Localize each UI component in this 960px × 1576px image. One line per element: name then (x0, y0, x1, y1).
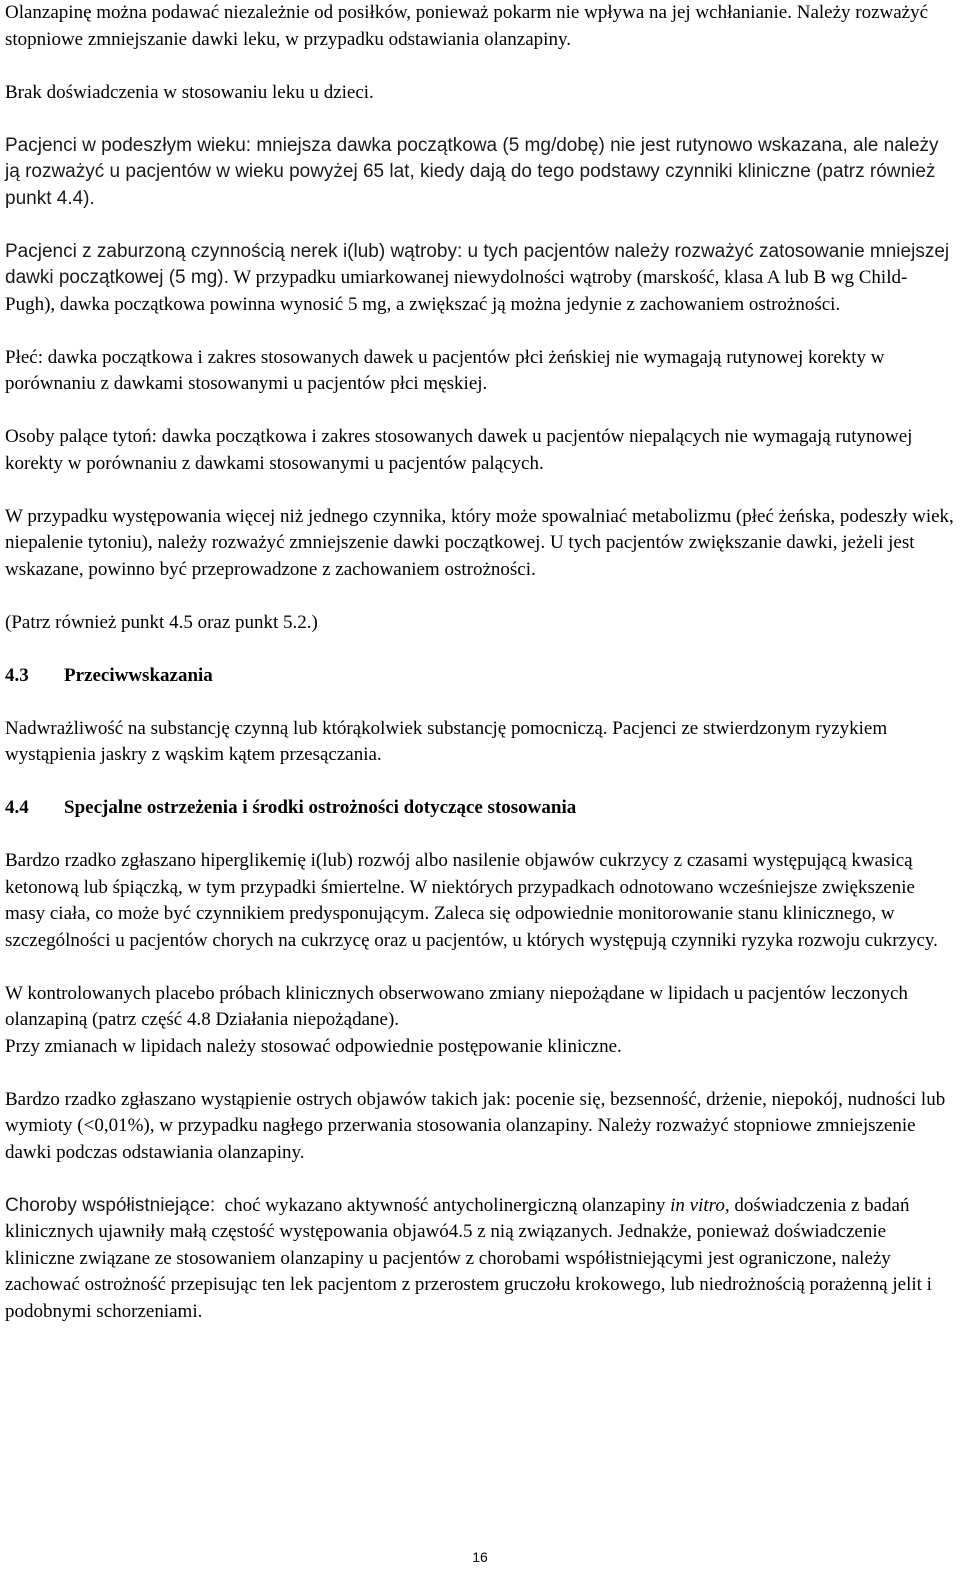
document-page (5, 0, 955, 1325)
children-paragraph: Brak doświadczenia w stosowaniu leku u dzieci. (5, 81, 374, 103)
comorbid-paragraph (5, 1193, 955, 1326)
section-title: Specjalne ostrzeżenia i środki ostrożności dotyczące stosowania (64, 797, 577, 818)
comorbid-text: choć wykazano aktywność antycholinergiczną olanzapiny (215, 1194, 671, 1216)
withdrawal-paragraph: Bardzo rzadko zgłaszano wystąpienie ostrych objawów takich jak: pocenie się, bezsenność, drżenie, niepokój, nudności lub wymioty (<0,01%), w przypadku nagłego przerwania stosowania olanzapiny. Należy rozważyć stopniowe zmniejszenie dawki podczas odstawiania olanzapiny. (5, 1088, 946, 1163)
renal-hepatic-text-serif: W przypadku umiarkowanej niewydolności wątroby (marskość, klasa A lub B wg Child-Pugh), dawka początkowa powinna wynosić 5 mg, a zwiększać ją można jedynie z zachowaniem ostrożności. (5, 267, 908, 315)
elderly-paragraph: Pacjenci w podeszłym wieku: mniejsza dawka początkowa (5 mg/dobę) nie jest rutynowo wskazana, ale należy ją rozważyć u pacjentów w wieku powyżej 65 lat, kiedy dają do tego podstawy czynniki kliniczne (patrz również punkt 4.4). (5, 134, 939, 209)
smokers-paragraph: Osoby palące tytoń: dawka początkowa i zakres stosowanych dawek u pacjentów niepalących nie wymagają rutynowej korekty w porównaniu z dawkami stosowanymi u pacjentów palących. (5, 426, 913, 474)
comorbid-text-continued: doświadczenia z badań klinicznych ujawniły małą częstość występowania objawó4.5 z nią związanych. Jednakże, ponieważ doświadczenie kliniczne związane ze stosowaniem olanzapiny u pacjentów z chorobami współistniejącymi jest ograniczone, należy zachować ostrożność przepisując ten lek pacjentom z przerostem gruczołu krokowego, lub niedrożnością porażenną jelit i podobnymi schorzeniami. (5, 1194, 932, 1322)
lipids-paragraph: W kontrolowanych placebo próbach klinicznych obserwowano zmiany niepożądane w lipidach u pacjentów leczonych olanzapiną (patrz część 4.8 Działania niepożądane). (5, 982, 908, 1030)
in-vitro-italic: in vitro, (670, 1194, 730, 1216)
multiple-factors-paragraph: W przypadku występowania więcej niż jednego czynnika, który może spowalniać metabolizmu (płeć żeńska, podeszły wiek, niepalenie tytoniu), należy rozważyć zmniejszenie dawki początkowej. U tych pacjentów zwiększanie dawki, jeżeli jest wskazane, powinno być przeprowadzone z zachowaniem ostrożności. (5, 505, 954, 580)
section-heading-4-3 (5, 663, 955, 690)
section-number: 4.4 (5, 797, 29, 818)
page-number: 16 (472, 1549, 488, 1565)
renal-hepatic-paragraph (5, 239, 955, 319)
food-intake-paragraph: Olanzapinę można podawać niezależnie od posiłków, ponieważ pokarm nie wpływa na jej wchłanianie. Należy rozważyć stopniowe zmniejszanie dawki leku, w przypadku odstawiania olanzapiny. (5, 2, 929, 50)
renal-hepatic-text-sans: Pacjenci z zaburzoną czynnością nerek i(lub) wątroby: u tych pacjentów należy rozważyć zatosowanie mniejszej dawki początkowej (5 mg). (5, 240, 950, 288)
see-also-paragraph: (Patrz również punkt 4.5 oraz punkt 5.2.) (5, 611, 318, 633)
section-heading-4-4 (5, 795, 955, 822)
contraindications-paragraph: Nadwrażliwość na substancję czynną lub którąkolwiek substancję pomocniczą. Pacjenci ze stwierdzonym ryzykiem wystąpienia jaskry z wąskim kątem przesączania. (5, 717, 888, 765)
section-title: Przeciwwskazania (64, 664, 213, 686)
gender-paragraph: Płeć: dawka początkowa i zakres stosowanych dawek u pacjentów płci żeńskiej nie wymagają rutynowej korekty w porównaniu z dawkami stosowanymi u pacjentów płci męskiej. (5, 346, 885, 394)
lipids-management-paragraph: Przy zmianach w lipidach należy stosować odpowiednie postępowanie kliniczne. (5, 1035, 622, 1057)
comorbid-label: Choroby współistniejące: (5, 1194, 216, 1216)
hyperglycemia-paragraph: Bardzo rzadko zgłaszano hiperglikemię i(lub) rozwój albo nasilenie objawów cukrzycy z czasami występującą kwasicą ketonową lub śpiączką, w tym przypadki śmiertelne. W niektórych przypadkach odnotowano wcześniejsze zwiększenie masy ciała, co może być czynnikiem predysponującym. Zaleca się odpowiednie monitorowanie stanu klinicznego, w szczególności u pacjentów chorych na cukrzycę oraz u pacjentów, u których występują czynniki ryzyka rozwoju cukrzycy. (5, 850, 938, 951)
section-number: 4.3 (5, 664, 29, 686)
